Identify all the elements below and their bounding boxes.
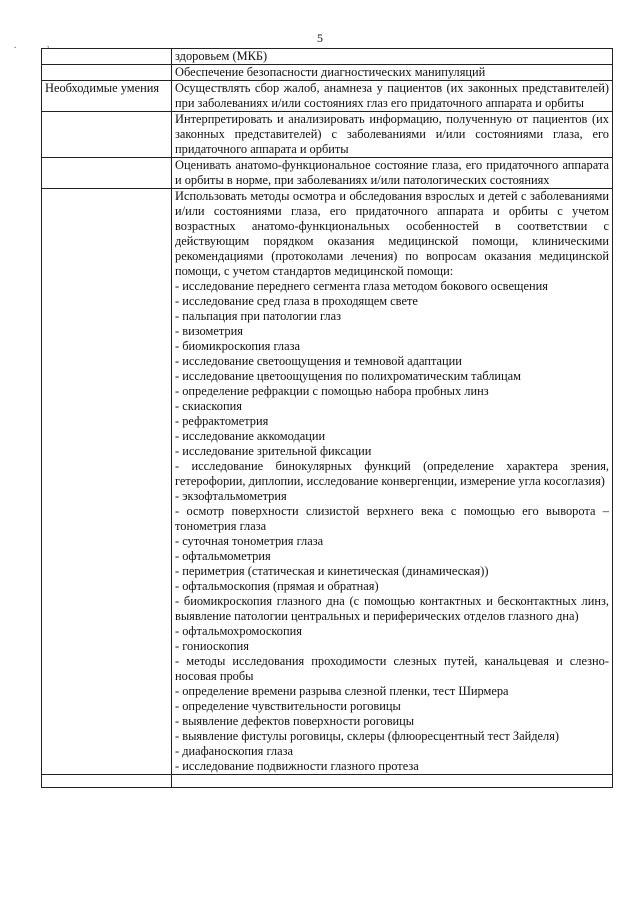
row-text-cell xyxy=(172,775,613,788)
exam-method-item: - пальпация при патологии глаз xyxy=(175,309,341,323)
table-row xyxy=(42,49,613,65)
exam-method-item: - диафаноскопия глаза xyxy=(175,744,293,758)
exam-method-item: - исследование подвижности глазного протеза xyxy=(175,759,419,773)
row-text-cell xyxy=(172,49,613,65)
row-text: Обеспечение безопасности диагностических манипуляций xyxy=(175,65,486,79)
exam-method-item: - исследование светоощущения и темновой адаптации xyxy=(175,354,462,368)
exam-method-item: - гониоскопия xyxy=(175,639,250,653)
exam-method-item: - выявление фистулы роговицы, склеры (флюоресцентный тест Зайделя) xyxy=(175,729,560,743)
exam-method-item: - биомикроскопия глазного дна (с помощью контактных и бесконтактных линз, выявление патологии центральных и периферических отделов глазного дна) xyxy=(175,594,609,623)
exam-method-item: - выявление дефектов поверхности роговицы xyxy=(175,714,415,728)
exam-method-item: - офтальмохромоскопия xyxy=(175,624,302,638)
exam-method-item: - периметрия (статическая и кинетическая (динамическая)) xyxy=(175,564,489,578)
exam-method-item: - определение времени разрыва слезной пленки, тест Ширмера xyxy=(175,684,509,698)
row-text-cell xyxy=(172,158,613,189)
exam-method-item: - суточная тонометрия глаза xyxy=(175,534,324,548)
exam-method-item: - исследование аккомодации xyxy=(175,429,326,443)
exam-method-item: - осмотр поверхности слизистой верхнего века с помощью его выворота – тонометрия глаза xyxy=(175,504,609,533)
scan-mark: , xyxy=(47,39,50,49)
exam-method-item: - экзофтальмометрия xyxy=(175,489,287,503)
table-row xyxy=(42,775,613,788)
exam-method-item: - исследование цветоощущения по полихроматическим таблицам xyxy=(175,369,522,383)
exam-method-item: - визометрия xyxy=(175,324,243,338)
table-row xyxy=(42,112,613,158)
row-text-cell xyxy=(172,81,613,112)
exam-method-item: - исследование переднего сегмента глаза методом бокового освещения xyxy=(175,279,548,293)
table-row xyxy=(42,189,613,775)
row-text: Оценивать анатомо-функциональное состояние глаза, его придаточного аппарата и орбиты в норме, при заболеваниях и/или патологических состояниях xyxy=(175,158,609,187)
page-number: 5 xyxy=(317,31,323,45)
scan-mark: . xyxy=(14,40,17,50)
competency-table xyxy=(41,48,613,788)
row-text-cell xyxy=(172,65,613,81)
row-text-cell xyxy=(172,112,613,158)
row-label-cell xyxy=(42,112,172,158)
exam-method-item: - исследование зрительной фиксации xyxy=(175,444,372,458)
exam-method-item: - определение чувствительности роговицы xyxy=(175,699,401,713)
exam-method-item: - биомикроскопия глаза xyxy=(175,339,300,353)
exam-method-item: - офтальмоскопия (прямая и обратная) xyxy=(175,579,379,593)
exam-method-item: - методы исследования проходимости слезных путей, канальцевая и слезно-носовая пробы xyxy=(175,654,609,683)
table-row xyxy=(42,158,613,189)
row-label-cell: Необходимые умения xyxy=(42,81,172,112)
exam-method-item: - офтальмометрия xyxy=(175,549,271,563)
exam-method-item: - исследование сред глаза в проходящем свете xyxy=(175,294,418,308)
row-label-cell xyxy=(42,189,172,775)
exam-method-item: - исследование бинокулярных функций (определение характера зрения, гетерофории, диплопии, исследование конвергенции, измерение угла косоглазия) xyxy=(175,459,609,488)
row-text: Интерпретировать и анализировать информацию, полученную от пациентов (их законных представителей) с заболеваниями и/или состояниями глаза, его придаточного аппарата и орбиты xyxy=(175,112,609,156)
exam-method-item: - определение рефракции с помощью набора пробных линз xyxy=(175,384,489,398)
exam-method-item: - скиаскопия xyxy=(175,399,242,413)
row-text-cell xyxy=(172,189,613,775)
table-row xyxy=(42,65,613,81)
row-label-cell xyxy=(42,158,172,189)
row-label-cell xyxy=(42,775,172,788)
table-row xyxy=(42,81,613,112)
row-text: Использовать методы осмотра и обследования взрослых и детей с заболеваниями и/или состояниями глаза, его придаточного аппарата и орбиты с учетом возрастных анатомо-функциональных особенностей в соответствии с действующим порядком оказания медицинской помощи, клиническими рекомендациями (протоколами лечения) по вопросам оказания медицинской помощи, с учетом стандартов медицинской помощи: xyxy=(175,189,609,278)
row-label-cell xyxy=(42,49,172,65)
row-text: Осуществлять сбор жалоб, анамнеза у пациентов (их законных представителей) при заболеваниях и/или состояниях глаз его придаточного аппарата и орбиты xyxy=(175,81,609,110)
exam-method-item: - рефрактометрия xyxy=(175,414,269,428)
exam-method-list xyxy=(175,279,609,774)
row-label-cell xyxy=(42,65,172,81)
row-text: здоровьем (МКБ) xyxy=(175,49,268,63)
